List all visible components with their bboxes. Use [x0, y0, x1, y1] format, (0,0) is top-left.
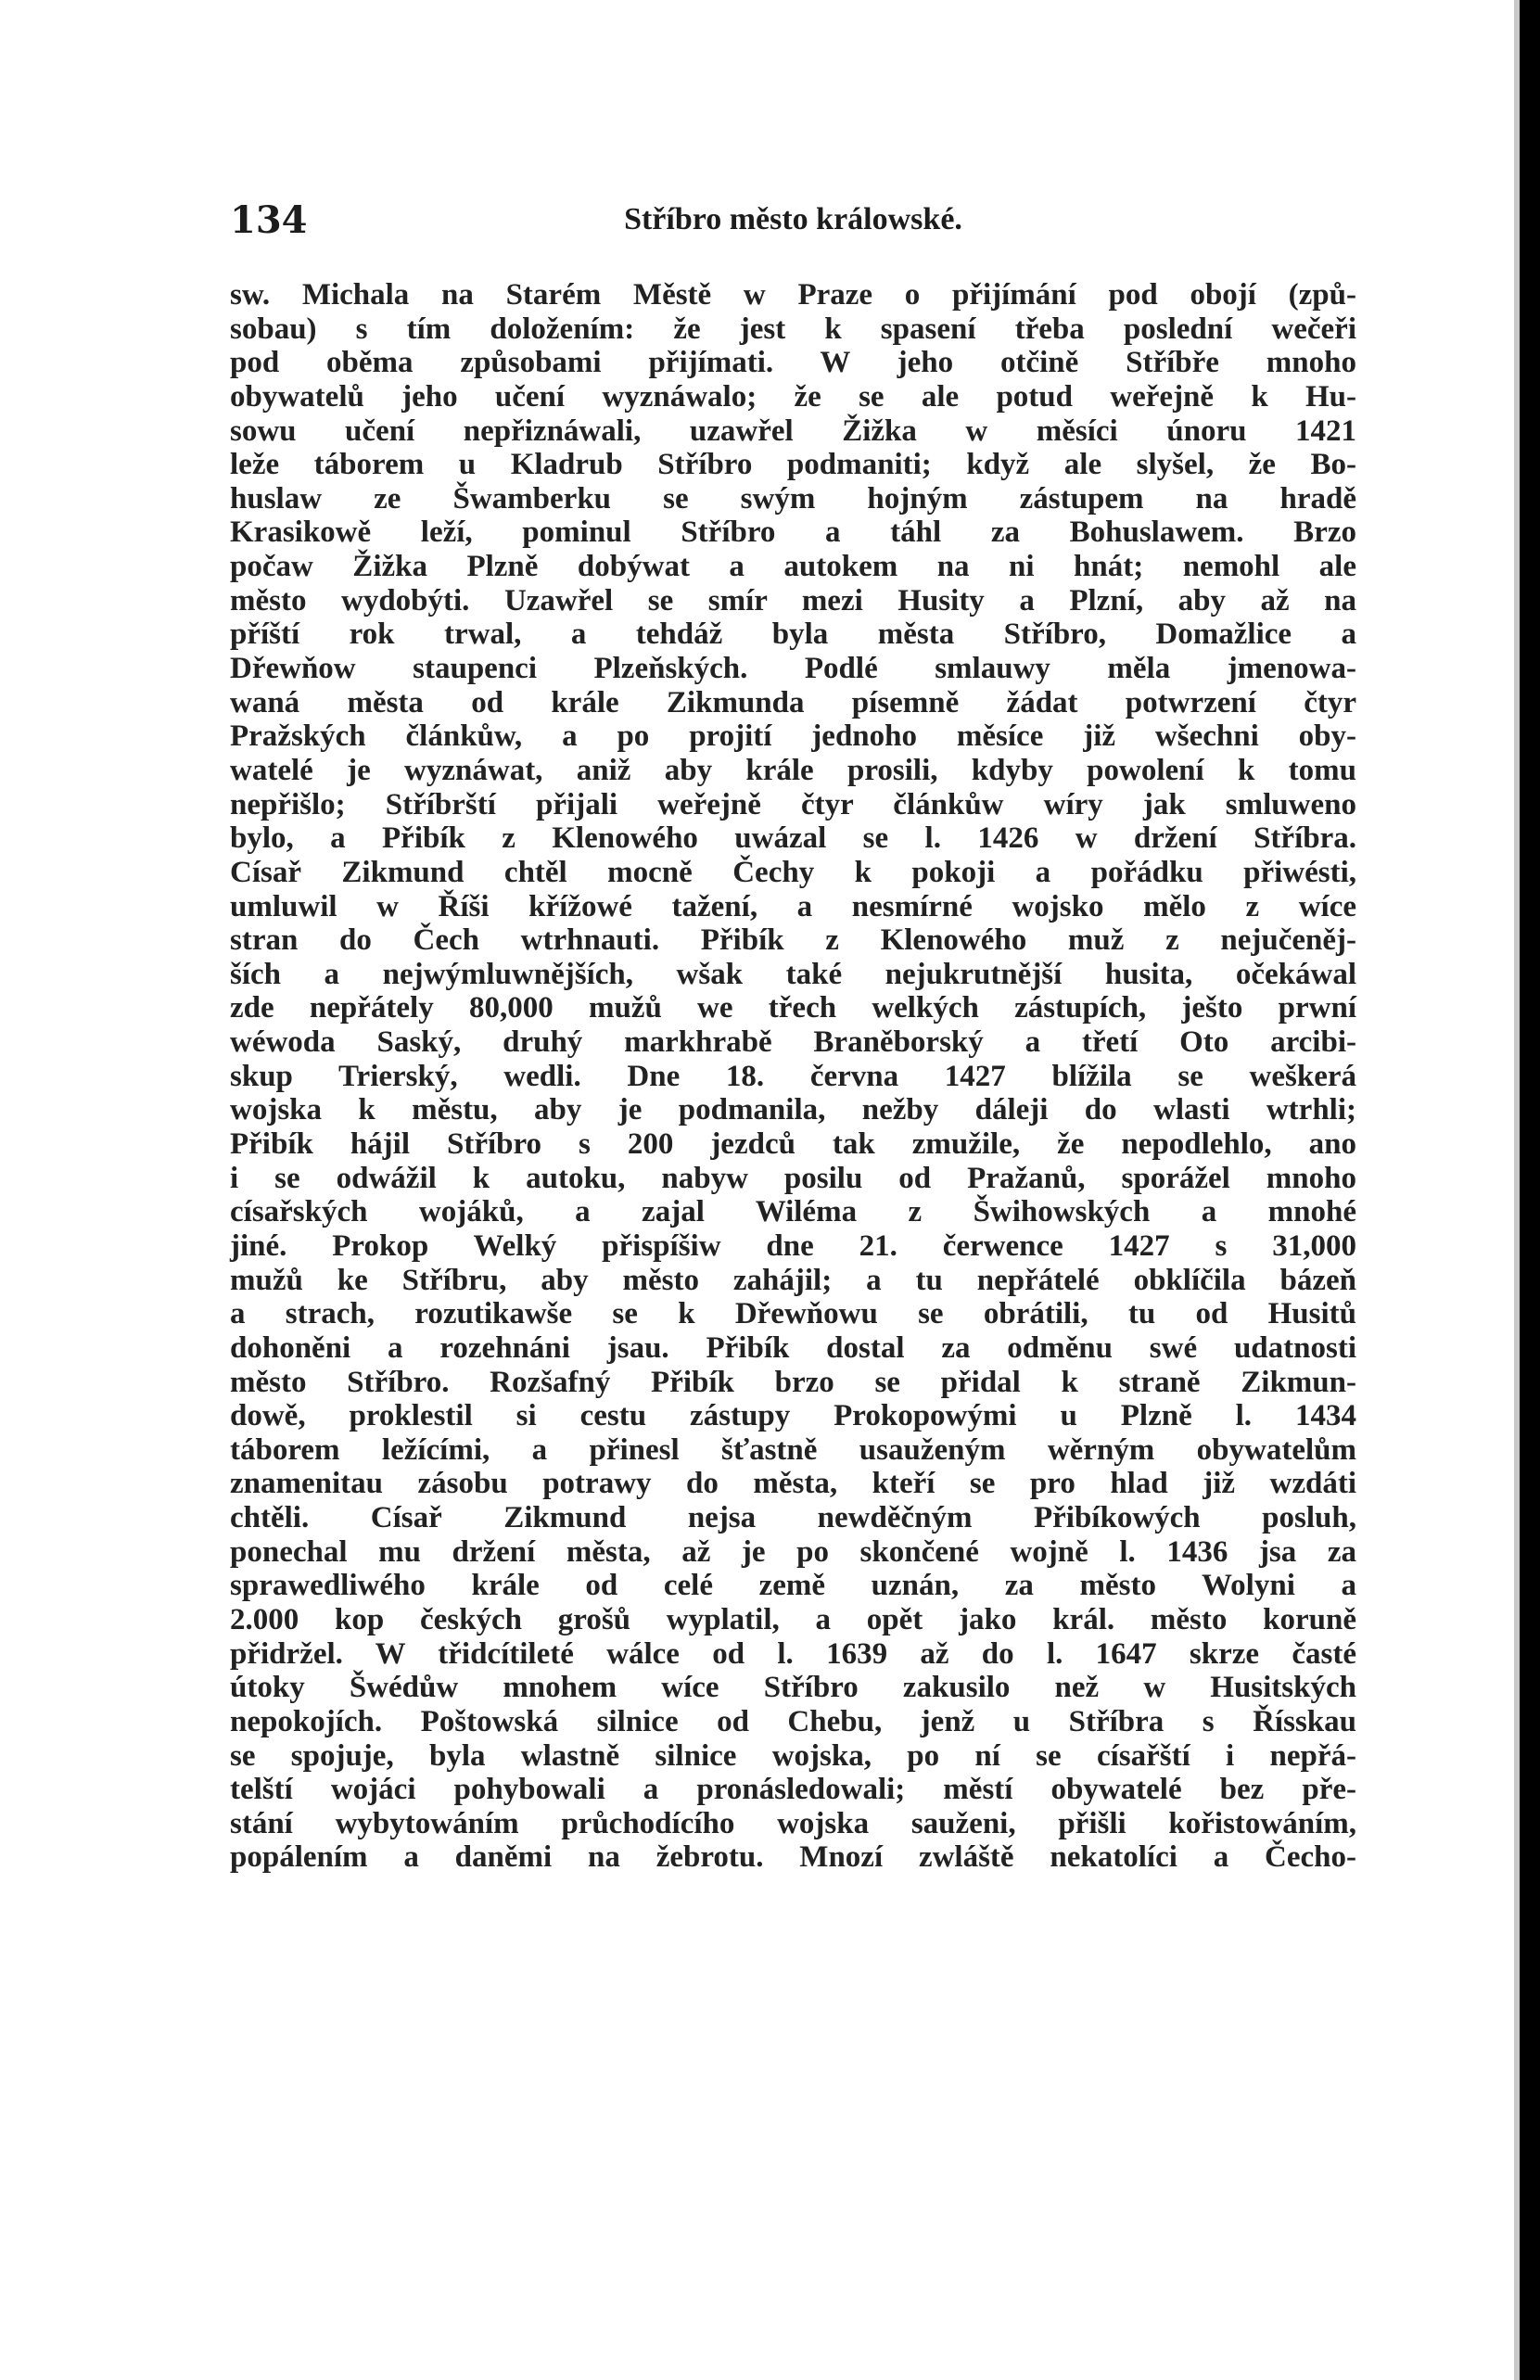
text-line: císařských wojáků, a zajal Wiléma z Šwihowských a mnohé — [230, 1195, 1356, 1229]
text-line: ponechal mu držení města, až je po skončené wojně l. 1436 jsa za — [230, 1534, 1356, 1569]
text-line: sobau) s tím doložením: že jest k spasení třeba poslední wečeři — [230, 312, 1356, 346]
running-title: Stříbro město králowské. — [624, 202, 962, 236]
text-line: dowě, proklestil si cestu zástupy Prokopowými u Plzně l. 1434 — [230, 1399, 1356, 1433]
text-line: město Stříbro. Rozšafný Přibík brzo se přidal k straně Zikmun- — [230, 1365, 1356, 1399]
text-line: watelé je wyznáwat, aniž aby krále prosili, kdyby powolení k tomu — [230, 753, 1356, 787]
text-line: zde nepřátely 80,000 mužů we třech welkých zástupích, ješto prwní — [230, 991, 1356, 1025]
text-line: Pražských článkůw, a po projití jednoho měsíce již wšechni oby- — [230, 719, 1356, 754]
text-line: a strach, rozutikawše se k Dřewňowu se obrátili, tu od Husitů — [230, 1297, 1356, 1331]
page-header — [230, 198, 1356, 254]
text-line: dohoněni a rozehnáni jsau. Přibík dostal za odměnu swé udatnosti — [230, 1330, 1356, 1365]
text-line: waná města od krále Zikmunda písemně žádat potwrzení čtyr — [230, 685, 1356, 719]
text-line: nepokojích. Poštowská silnice od Chebu, jenž u Stříbra s Řísskau — [230, 1704, 1356, 1738]
text-line: obywatelů jeho učení wyznáwalo; že se ale potud weřejně k Hu- — [230, 379, 1356, 414]
text-line: Krasikowě leží, pominul Stříbro a táhl za Bohuslawem. Brzo — [230, 515, 1356, 550]
text-line: sprawedliwého krále od celé země uznán, za město Wolyni a — [230, 1569, 1356, 1603]
text-line: pod oběma způsobami přijímati. W jeho otčině Stříbře mnoho — [230, 346, 1356, 380]
text-line: sowu učení nepřiznáwali, uzawřel Žižka w měsíci únoru 1421 — [230, 414, 1356, 448]
text-line: útoky Šwédůw mnohem wíce Stříbro zakusilo než w Husitských — [230, 1671, 1356, 1705]
body-text — [230, 278, 1356, 1875]
text-line: wojska k městu, aby je podmanila, nežby dáleji do wlasti wtrhli; — [230, 1093, 1356, 1127]
text-line: 2.000 kop českých grošů wyplatil, a opět jako král. město koruně — [230, 1602, 1356, 1636]
text-line: sw. Michala na Starém Městě w Praze o přijímání pod obojí (způ- — [230, 278, 1356, 312]
text-line: wéwoda Saský, druhý markhrabě Braněborský a třetí Oto arcibi- — [230, 1025, 1356, 1060]
text-line: počaw Žižka Plzně dobýwat a autokem na ni hnát; nemohl ale — [230, 550, 1356, 584]
text-line: přidržel. W třidcítileté wálce od l. 1639 až do l. 1647 skrze časté — [230, 1636, 1356, 1671]
text-line: město wydobýti. Uzawřel se smír mezi Husity a Plzní, aby až na — [230, 583, 1356, 617]
text-line: huslaw ze Šwamberku se swým hojným zástupem na hradě — [230, 481, 1356, 515]
text-line: chtěli. Císař Zikmund nejsa newděčným Přibíkowých posluh, — [230, 1501, 1356, 1535]
scan-edge — [1520, 0, 1540, 2380]
text-line: nepřišlo; Stříbrští přijali weřejně čtyr článkůw wíry jak smluweno — [230, 787, 1356, 821]
text-line: jiné. Prokop Welký přispíšiw dne 21. čerwence 1427 s 31,000 — [230, 1228, 1356, 1263]
text-line: Přibík hájil Stříbro s 200 jezdců tak zmužile, že nepodlehlo, ano — [230, 1127, 1356, 1162]
text-line: stání wybytowáním průchodícího wojska sauženi, přišli kořistowáním, — [230, 1806, 1356, 1840]
text-line: leže táborem u Kladrub Stříbro podmaniti; když ale slyšel, že Bo- — [230, 448, 1356, 482]
text-line: stran do Čech wtrhnauti. Přibík z Klenowého muž z nejučeněj- — [230, 923, 1356, 958]
text-line: se spojuje, byla wlastně silnice wojska, po ní se císařští i nepřá- — [230, 1738, 1356, 1773]
text-line: příští rok trwal, a tehdáž byla města Stříbro, Domažlice a — [230, 617, 1356, 652]
text-line: ších a nejwýmluwnějších, wšak také nejukrutnější husita, očekáwal — [230, 957, 1356, 991]
page-number: 134 — [230, 198, 308, 242]
text-line: telští wojáci pohybowali a pronásledowali; městí obywatelé bez pře- — [230, 1773, 1356, 1807]
text-line: skup Trierský, wedli. Dne 18. června 1427 blížila se weškerá — [230, 1059, 1356, 1093]
text-line: táborem ležícími, a přinesl šťastně usauženým wěrným obywatelům — [230, 1432, 1356, 1467]
text-line: i se odwážil k autoku, nabyw posilu od Pražanů, sporážel mnoho — [230, 1161, 1356, 1195]
text-line: Dřewňow staupenci Plzeňských. Podlé smlauwy měla jmenowa- — [230, 652, 1356, 686]
text-line: mužů ke Stříbru, aby město zahájil; a tu nepřátelé obklíčila bázeň — [230, 1263, 1356, 1297]
text-line: Císař Zikmund chtěl mocně Čechy k pokoji a pořádku přiwésti, — [230, 855, 1356, 889]
text-line: znamenitau zásobu potrawy do města, kteří se pro hlad již wzdáti — [230, 1467, 1356, 1501]
text-line: bylo, a Přibík z Klenowého uwázal se l. 1426 w držení Stříbra. — [230, 821, 1356, 856]
text-line: popálením a daněmi na žebrotu. Mnozí zwláště nekatolíci a Čecho- — [230, 1840, 1356, 1875]
text-line: umluwil w Říši křížowé tažení, a nesmírné wojsko mělo z wíce — [230, 889, 1356, 923]
